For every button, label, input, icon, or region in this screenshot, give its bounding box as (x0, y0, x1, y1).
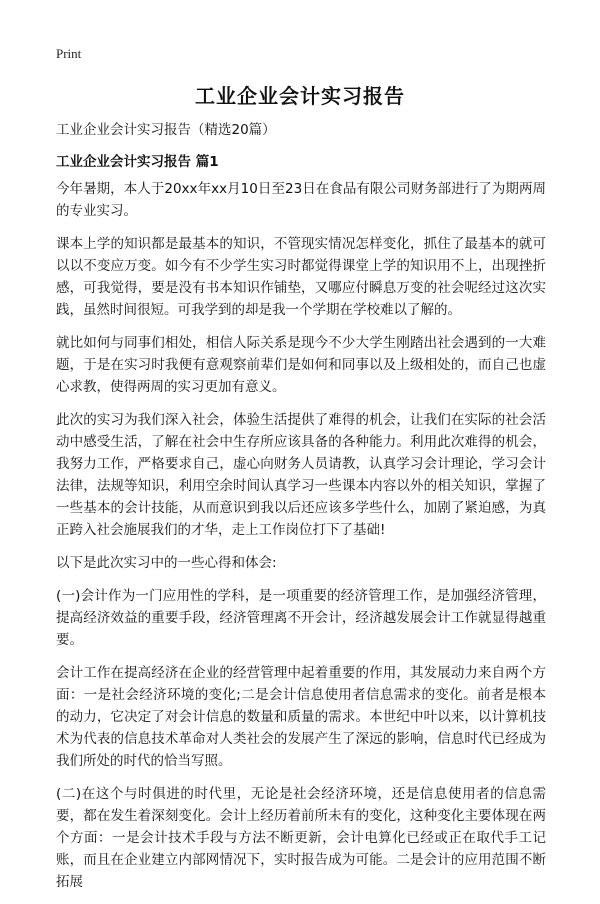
paragraph: 以下是此次实习中的一些心得和体会: (56, 555, 277, 571)
paragraph: (二)在这个与时俱进的时代里，无论是社会经济环境，还是信息使用者的信息需要，都在发生着深刻变化。会计上经历着前所未有的变化，这种变化主要体现在两个方面：一是会计技术手段与方法不断更新，会计电算化已经或正在取代手工记账，而且在企业建立内部网情况下，实时报告成为可能。二是会计的应用范围不断拓展 (56, 786, 546, 890)
document-body (56, 120, 546, 904)
paragraph: 会计工作在提高经济在企业的经营管理中起着重要的作用，其发展动力来自两个方面：一是社会经济环境的变化;二是会计信息使用者信息需求的变化。前者是根本的动力，它决定了对会计信息的数量和质量的需求。本世纪中叶以来，以计算机技术为代表的信息技术革命对人类社会的发展产生了深远的影响，信息时代已经成为我们所处的时代的恰当写照。 (56, 665, 546, 769)
section-heading: 工业企业会计实习报告 篇1 (56, 154, 219, 170)
paragraph: 今年暑期，本人于20xx年xx月10日至23日在食品有限公司财务部进行了为期两周的专业实习。 (56, 181, 546, 219)
document-subtitle: 工业企业会计实习报告（精选20篇） (56, 122, 276, 138)
paragraph: 此次的实习为我们深入社会，体验生活提供了难得的机会，让我们在实际的社会活动中感受生活，了解在社会中生存所应该具备的各种能力。利用此次难得的机会，我努力工作，严格要求自己，虚心向财务人员请教，认真学习会计理论，学习会计法律，法规等知识，利用空余时间认真学习一些课本内容以外的相关知识，掌握了一些基本的会计技能，从而意识到我以后还应该多学些什么，加剧了紧迫感，为真正跨入社会施展我们的才华，走上工作岗位打下了基础! (56, 412, 546, 538)
print-link[interactable]: Print (56, 46, 82, 61)
paragraph: 就比如何与同事们相处，相信人际关系是现今不少大学生刚踏出社会遇到的一大难题，于是在实习时我便有意观察前辈们是如何和同事以及上级相处的，而自己也虚心求教，使得两周的实习更加有意义。 (56, 335, 546, 395)
paragraph: 课本上学的知识都是最基本的知识，不管现实情况怎样变化，抓住了最基本的就可以以不变应万变。如今有不少学生实习时都觉得课堂上学的知识用不上，出现挫折感，可我觉得，要是没有书本知识作铺垫，又哪应付瞬息万变的社会呢经过这次实践，虽然时间很短。可我学到的却是我一个学期在学校难以了解的。 (56, 236, 546, 318)
page-title: 工业企业会计实习报告 (195, 84, 405, 108)
paragraph: (一)会计作为一门应用性的学科，是一项重要的经济管理工作，是加强经济管理，提高经济效益的重要手段，经济管理离不开会计，经济越发展会计工作就显得越重要。 (56, 588, 546, 648)
